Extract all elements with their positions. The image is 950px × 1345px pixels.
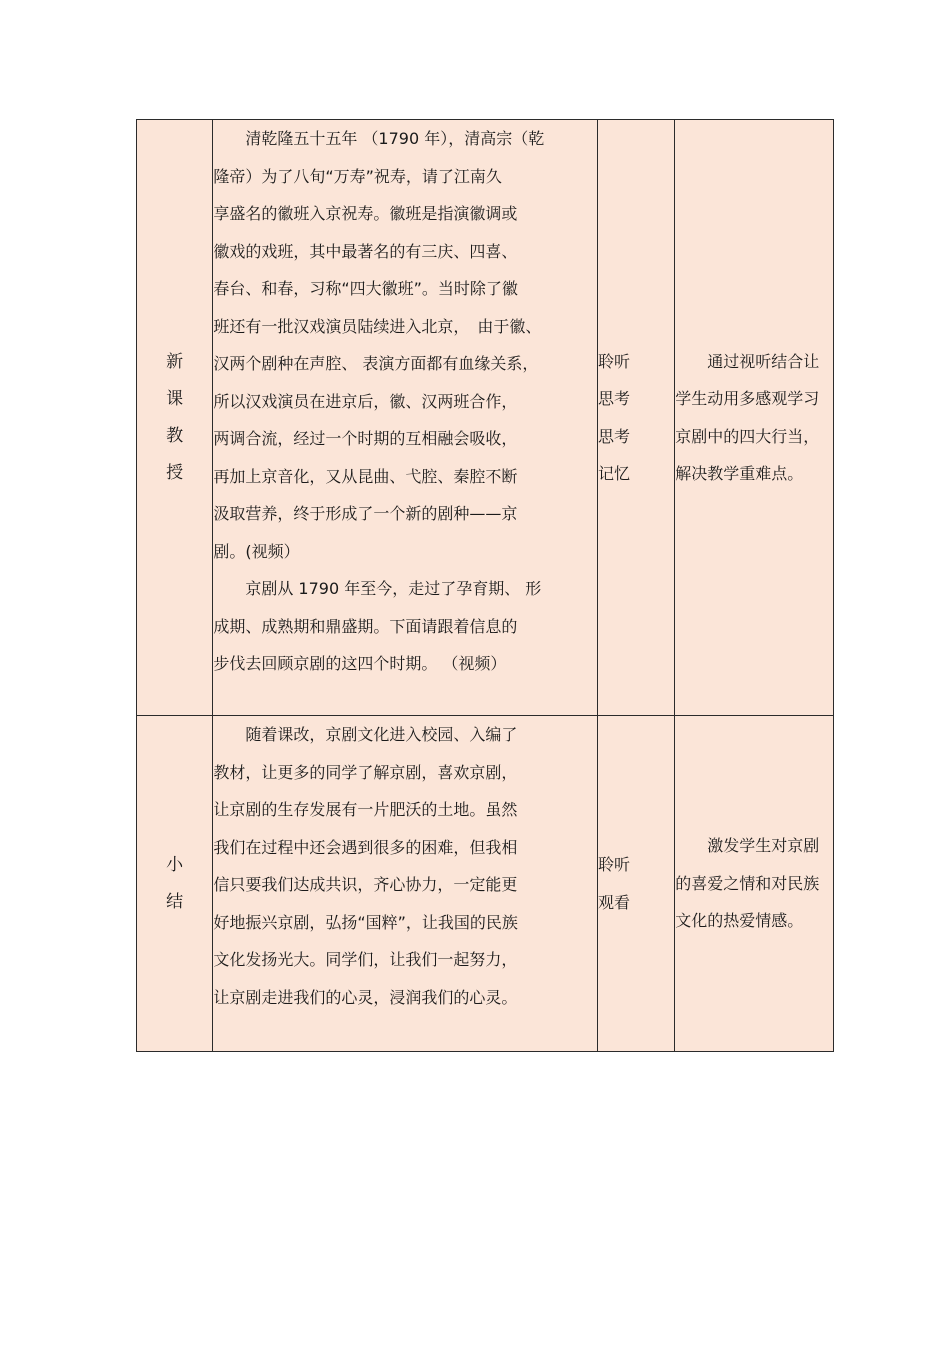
content-line: 所以汉戏演员在进京后，徽、汉两班合作， <box>213 391 518 411</box>
purpose-cell <box>675 120 834 716</box>
purpose-text: 通过视听结合让学生动用多感观学习京剧中的四大行当，解决教学重难点。 <box>675 351 820 483</box>
content-line: 徽戏的戏班，其中最著名的有三庆、四喜、 <box>213 241 518 261</box>
content-line: 随着课改，京剧文化进入校园、入编了 <box>245 725 518 744</box>
content-line: 春台、和春，习称“四大徽班”。当时除了徽 <box>213 279 518 298</box>
stage-char: 授 <box>166 462 184 483</box>
content-line: 让京剧走进我们的心灵，浸润我们的心灵。 <box>213 987 518 1007</box>
activity-item: 记忆 <box>597 464 630 483</box>
activity-item: 聆听 <box>597 351 630 371</box>
content-line: 文化发扬光大。同学们，让我们一起努力， <box>213 950 518 969</box>
content-cell <box>213 120 598 716</box>
content-line: 再加上京音化，又从昆曲、弋腔、秦腔不断 <box>213 466 518 486</box>
content-line: 成期、成熟期和鼎盛期。下面请跟着信息的 <box>213 616 518 636</box>
activity-item: 思考 <box>597 426 630 446</box>
content-line: 汉两个剧种在声腔、 表演方面都有血缘关系， <box>213 354 539 373</box>
content-line: 让京剧的生存发展有一片肥沃的土地。虽然 <box>213 800 518 819</box>
stage-char: 结 <box>166 891 184 912</box>
content-line: 享盛名的徽班入京祝寿。徽班是指演徽调或 <box>213 204 518 223</box>
table-row-new-lesson <box>137 120 834 716</box>
content-line: 京剧从 1790 年至今，走过了孕育期、 形 <box>245 579 542 598</box>
content-paragraph <box>213 570 597 683</box>
activity-item: 观看 <box>597 892 630 912</box>
content-line: 剧。(视频） <box>213 541 300 561</box>
purpose-text: 激发学生对京剧的喜爱之情和对民族文化的热爱情感。 <box>675 836 820 931</box>
content-line: 教材，让更多的同学了解京剧，喜欢京剧， <box>213 762 518 782</box>
activity-cell <box>597 716 674 1052</box>
content-paragraph <box>213 716 597 1016</box>
activity-item: 思考 <box>597 389 630 408</box>
content-line: 隆帝）为了八旬“万寿”祝寿，请了江南久 <box>213 166 502 186</box>
table-row-summary <box>137 716 834 1052</box>
content-line: 步伐去回顾京剧的这四个时期。 （视频） <box>213 654 507 673</box>
content-line: 班还有一批汉戏演员陆续进入北京， 由于徽、 <box>213 316 542 336</box>
stage-char: 课 <box>166 388 184 409</box>
purpose-cell <box>675 716 834 1052</box>
lesson-plan-table <box>136 119 834 1052</box>
content-line: 两调合流，经过一个时期的互相融会吸收， <box>213 429 518 448</box>
content-paragraph <box>213 120 597 570</box>
content-line: 好地振兴京剧，弘扬“国粹”，让我国的民族 <box>213 912 518 932</box>
activity-cell <box>597 120 674 716</box>
content-line: 信只要我们达成共识，齐心协力，一定能更 <box>213 875 518 894</box>
content-line: 清乾隆五十五年 （1790 年），清高宗（乾 <box>245 129 545 148</box>
content-line: 我们在过程中还会遇到很多的困难，但我相 <box>213 837 518 857</box>
content-line: 汲取营养，终于形成了一个新的剧种——京 <box>213 504 518 523</box>
stage-label <box>166 344 183 492</box>
stage-label <box>166 847 183 921</box>
activity-item: 聆听 <box>597 855 630 874</box>
stage-char: 小 <box>166 854 184 875</box>
content-cell <box>213 716 598 1052</box>
stage-char: 新 <box>166 351 184 372</box>
stage-char: 教 <box>166 425 184 446</box>
